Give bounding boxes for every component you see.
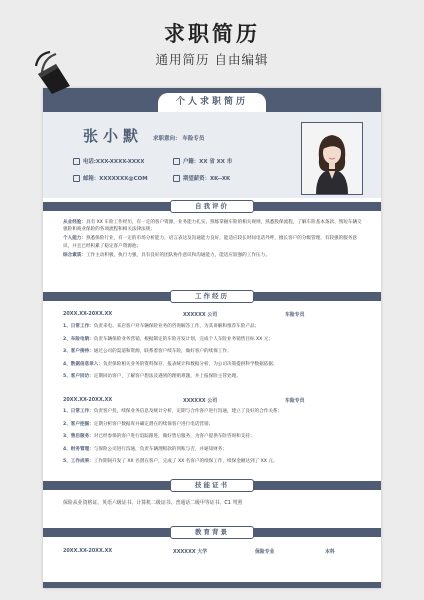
self-eval-title: 自我评价 <box>170 200 254 213</box>
page-title: 求职简历 <box>164 22 260 46</box>
job-company: XXXXXX 公司 <box>183 312 218 318</box>
education-title: 教育背景 <box>170 526 254 539</box>
salary-info <box>173 174 230 182</box>
item-label: 5、客户回访： <box>63 374 94 380</box>
location-icon <box>173 158 180 165</box>
skills-title: 技能证书 <box>170 479 254 492</box>
item-text: 通过公司的渠道和资源，联系着客户续车险，做好客户的续保工作； <box>93 349 232 355</box>
profile-photo <box>301 122 363 195</box>
item-text: 负责来电、来店客户对车辆保险业务的咨询解答工作，为其讲解和推荐车险产品； <box>93 324 260 329</box>
item-text: 对已经参保的客户进行追踪跟进，做好售后服务，为客户提供车险咨询和支持； <box>93 434 255 440</box>
eval-label: 从业经验： <box>63 220 86 225</box>
education-header <box>43 528 381 537</box>
item-text: 与保险公司进行沟通，负责车辆理赔款的到账与否，并通知财务； <box>93 446 227 452</box>
experience-header <box>43 292 381 301</box>
item-label: 3、客户接待： <box>63 349 94 355</box>
eval-text: 具有 XX 车险工作经历，有一定的客户资源，业务能力扎实，熟练掌握车险的相关规则，熟悉股保流程，了解车险基本条款、熟短车辆交强险和商业保险的各项流程和相关法律法规； <box>63 220 362 233</box>
item-text: 负责车辆保险业务营销，根据制定的车险开发计划，完成个人车险业务销售目标 XX 元； <box>93 336 273 342</box>
item-label: 5、工作成果： <box>63 459 94 465</box>
salary-text: 期望薪资：XK--XK <box>183 176 231 182</box>
job-date: 20XX.XX-20XX.XX <box>63 311 113 317</box>
bottom-bar <box>43 582 381 588</box>
eval-label: 个人能力： <box>63 236 86 242</box>
item-text: 工作期间开发了 XX 名潜在客户，完成了 XX 名客户的续保工作，续保金额达到了 XX 元。 <box>93 459 278 465</box>
edu-date: 20XX.XX-20XX.XX <box>63 548 113 554</box>
mail-icon <box>73 175 80 182</box>
self-eval-header <box>43 202 381 211</box>
hukou-info <box>173 157 232 165</box>
job-1-items <box>63 321 365 384</box>
hukou-text: 户籍：XX 省 XX 市 <box>183 159 233 165</box>
job-intention: 求职意向： 车险专员 <box>153 136 205 142</box>
applicant-name: 张小默 <box>83 127 144 145</box>
job-position: 车险专员 <box>285 398 305 404</box>
email-info <box>73 174 148 182</box>
item-label: 2、车险电销： <box>63 336 94 342</box>
experience-title: 工作经历 <box>170 290 254 303</box>
item-text: 定期分析客户数据库并确定潜在的续保客户进行电话营销； <box>93 421 214 427</box>
phone-icon <box>73 158 80 165</box>
item-label: 1、日常工作： <box>63 409 94 414</box>
edu-degree: 本科 <box>325 549 335 555</box>
item-text: 负责保险相关业务的资料保存、报表统计和数据分析，为公司决策提供科学数据依据； <box>102 361 278 367</box>
phone-text: 电话:XXX-XXXX-XXXX <box>83 159 145 165</box>
resume-paper <box>43 88 381 588</box>
item-label: 2、客户挖掘： <box>63 421 94 427</box>
eval-text: 工作主动积极，执行力强，具有良好的团队协作意识和沟通能力，能适应较强的工作压力。 <box>85 252 270 258</box>
item-label: 1、日常工作： <box>63 324 94 329</box>
job-2-items <box>63 406 365 469</box>
eval-text: 熟悉保险行业，有一定的市场分析能力，语言表达及沟通能力良好，能适应较长时间电话外呼，擅长客户的分级管理，有较强的服务意识，并且已经积累了稳定客户资源池； <box>63 236 358 249</box>
top-bar <box>43 88 381 112</box>
wallet-icon <box>173 175 180 182</box>
edu-major: 保险专业 <box>255 549 275 555</box>
item-label: 4、数据信息录入： <box>63 361 103 367</box>
skills-text: 保险从业资格证、英语六级证书、计算机二级证书、普通话二级甲等证书、C1 驾照 <box>63 500 243 506</box>
item-text: 定期回访客户，了解客户想法及遇到的理赔难题，并上报保险主管处理。 <box>93 374 241 380</box>
item-text: 负责客户投，续保业务信息及统计分析，定期与合作客户进行沟通，建立了良好的合作关系； <box>93 409 283 414</box>
page-subtitle: 通用简历 自由编辑 <box>155 52 269 67</box>
job-date: 20XX.XX-20XX.XX <box>63 397 113 403</box>
item-label: 3、售后服务： <box>63 434 94 440</box>
skills-header <box>43 481 381 490</box>
resume-heading: 个人求职简历 <box>158 93 266 112</box>
phone-info <box>73 157 144 165</box>
edu-school: XXXXXX 大学 <box>173 549 208 555</box>
binder-clip-icon <box>30 48 76 94</box>
email-text: 邮箱：XXXXXXX@COM <box>83 176 148 182</box>
portrait-image <box>302 123 362 194</box>
job-position: 车险专员 <box>285 312 305 318</box>
job-company: XXXXXX 公司 <box>183 398 218 404</box>
eval-label: 综合素质： <box>63 252 86 258</box>
self-eval-body <box>63 219 365 259</box>
item-label: 4、财务管理： <box>63 446 94 452</box>
